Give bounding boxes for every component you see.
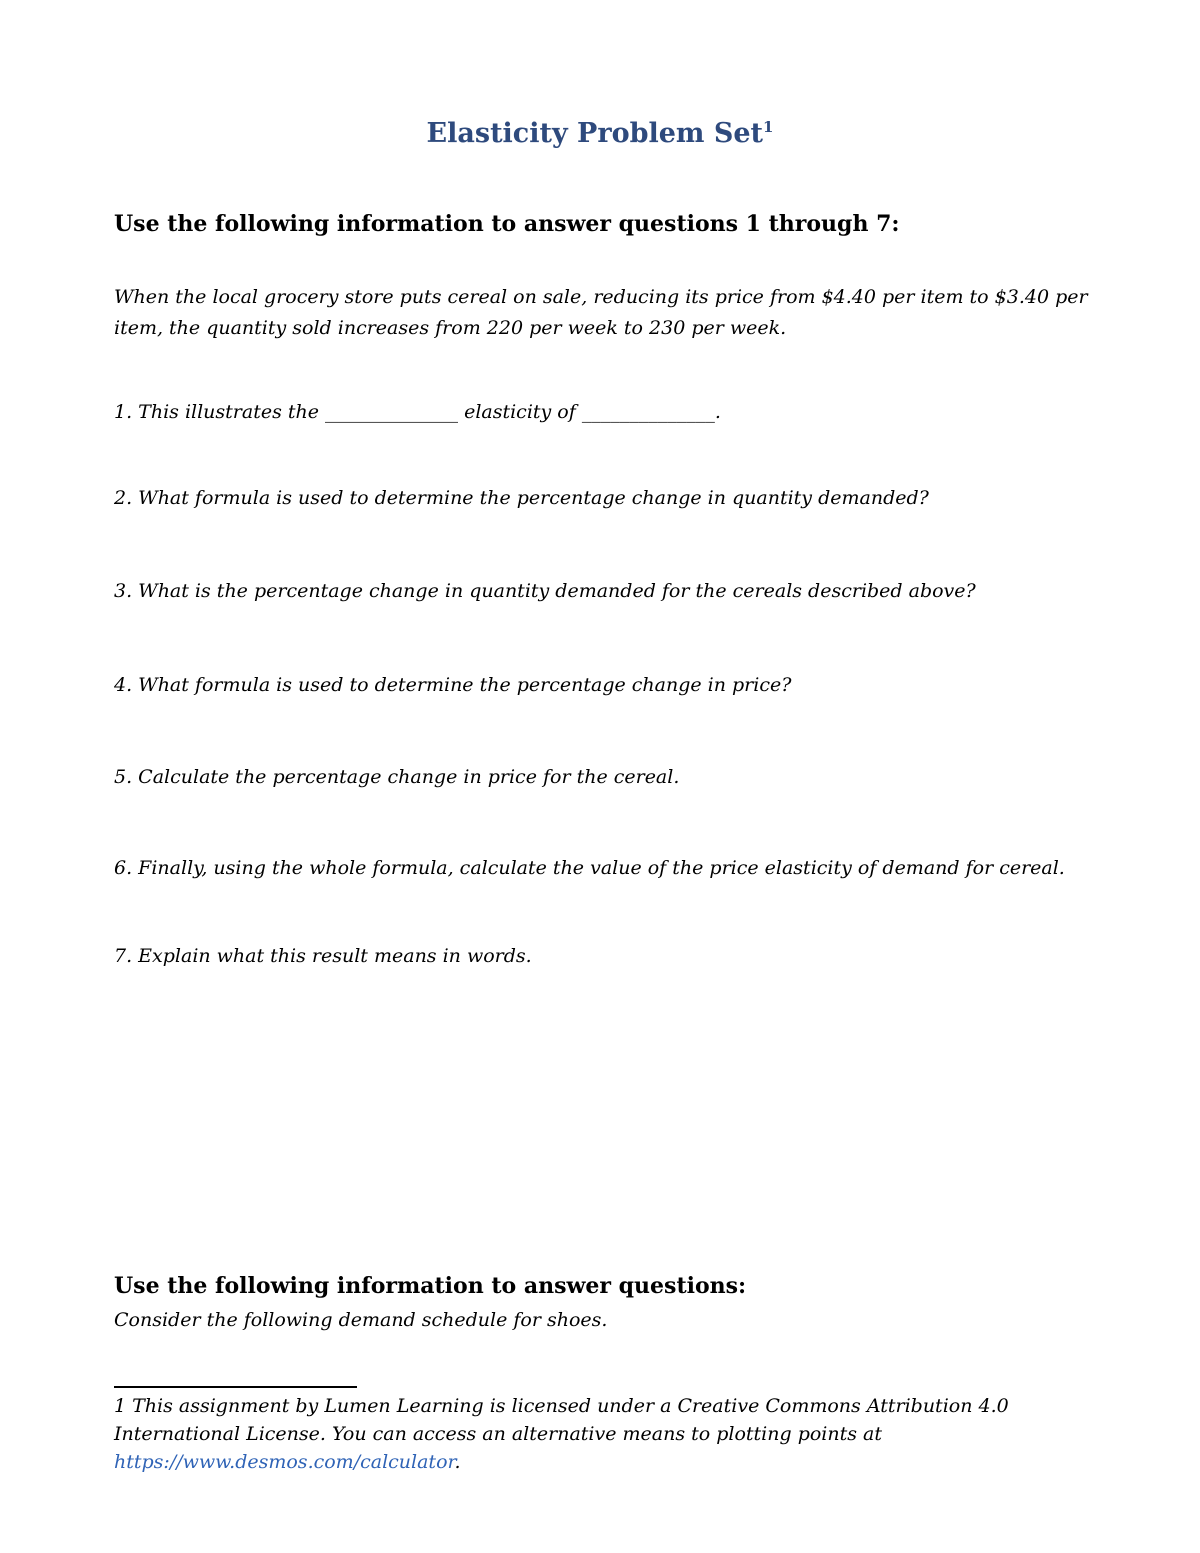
page-title-text: Elasticity Problem Set — [426, 118, 764, 149]
question-6: 6. Finally, using the whole formula, calculate the value of the price elasticity of demand for cereal. — [114, 857, 1065, 879]
footnote-marker[interactable]: 1 — [763, 118, 774, 136]
question-2: 2. What formula is used to determine the percentage change in quantity demanded? — [114, 487, 929, 509]
page-title — [0, 118, 1200, 149]
question-5: 5. Calculate the percentage change in price for the cereal. — [114, 766, 680, 788]
desmos-link[interactable]: https://www.desmos.com/calculator — [114, 1451, 455, 1473]
section1-heading: Use the following information to answer questions 1 through 7: — [114, 211, 900, 237]
scenario-paragraph: When the local grocery store puts cereal on sale, reducing its price from $4.40 per item to $3.40 per item, the quantity sold increases from 220 per week to 230 per week. — [114, 286, 1088, 339]
question-3: 3. What is the percentage change in quantity demanded for the cereals described above? — [114, 580, 976, 602]
section2-intro: Consider the following demand schedule for shoes. — [114, 1309, 608, 1331]
footnote — [114, 1392, 1074, 1476]
question-4: 4. What formula is used to determine the percentage change in price? — [114, 674, 792, 696]
footnote-separator — [114, 1386, 357, 1388]
footnote-text: 1 This assignment by Lumen Learning is licensed under a Creative Commons Attribution 4.0 International License. You can access an alternative means to plotting points at — [114, 1395, 1009, 1445]
section2-heading: Use the following information to answer questions: — [114, 1273, 747, 1299]
question-7: 7. Explain what this result means in words. — [114, 945, 532, 967]
footnote-end: . — [454, 1451, 461, 1473]
question-1: 1. This illustrates the ______________ elasticity of ______________. — [114, 401, 721, 423]
